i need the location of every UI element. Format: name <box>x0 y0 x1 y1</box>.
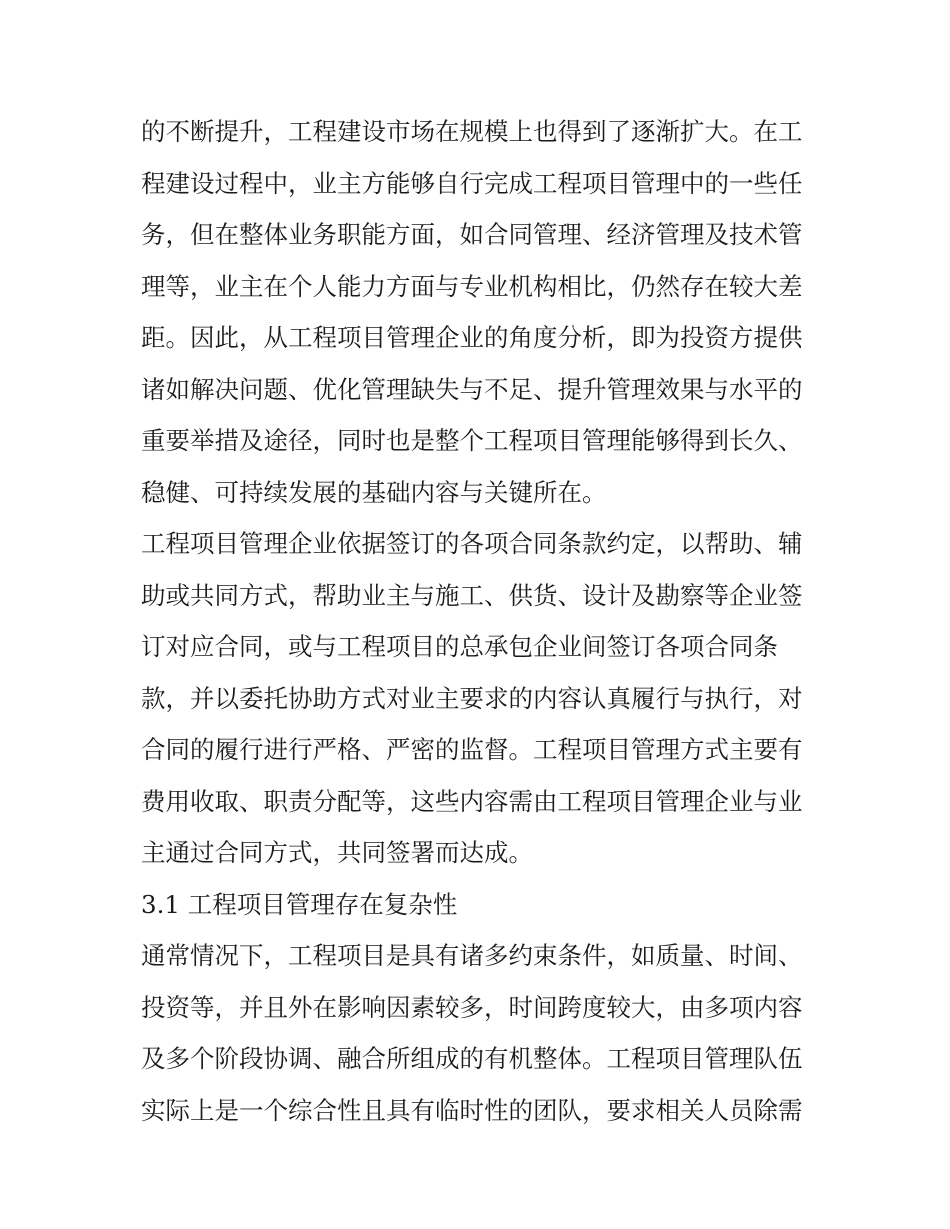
section-heading: 3.1 工程项目管理存在复杂性 <box>141 889 458 919</box>
text-line: 实际上是一个综合性且具有临时性的团队，要求相关人员除需 <box>141 1095 803 1125</box>
text-line: 费用收取、职责分配等，这些内容需由工程项目管理企业与业 <box>141 786 803 816</box>
text-line: 的不断提升，工程建设市场在规模上也得到了逐渐扩大。在工 <box>141 117 803 146</box>
text-line: 诸如解决问题、优化管理缺失与不足、提升管理效果与水平的 <box>141 374 803 404</box>
text-line: 及多个阶段协调、融合所组成的有机整体。工程项目管理队伍 <box>141 1044 803 1073</box>
text-line: 助或共同方式，帮助业主与施工、供货、设计及勘察等企业签 <box>141 580 803 610</box>
document-body <box>141 106 821 1136</box>
text-line: 投资等，并且外在影响因素较多，时间跨度较大，由多项内容 <box>141 992 803 1022</box>
text-line: 理等，业主在个人能力方面与专业机构相比，仍然存在较大差 <box>141 271 803 301</box>
text-line: 重要举措及途径，同时也是整个工程项目管理能够得到长久、 <box>141 426 803 455</box>
text-line: 主通过合同方式，共同签署而达成。 <box>141 838 533 867</box>
text-line: 通常情况下，工程项目是具有诸多约束条件，如质量、时间、 <box>141 941 803 970</box>
text-line: 工程项目管理企业依据签订的各项合同条款约定，以帮助、辅 <box>141 529 803 558</box>
text-line: 合同的履行进行严格、严密的监督。工程项目管理方式主要有 <box>141 735 803 764</box>
text-line: 稳健、可持续发展的基础内容与关键所在。 <box>141 477 607 507</box>
text-line: 程建设过程中，业主方能够自行完成工程项目管理中的一些任 <box>141 168 803 198</box>
text-line: 订对应合同，或与工程项目的总承包企业间签订各项合同条 <box>141 632 778 661</box>
text-line: 务，但在整体业务职能方面，如合同管理、经济管理及技术管 <box>141 220 803 249</box>
text-line: 距。因此，从工程项目管理企业的角度分析，即为投资方提供 <box>141 323 803 352</box>
text-line: 款，并以委托协助方式对业主要求的内容认真履行与执行，对 <box>141 683 803 713</box>
